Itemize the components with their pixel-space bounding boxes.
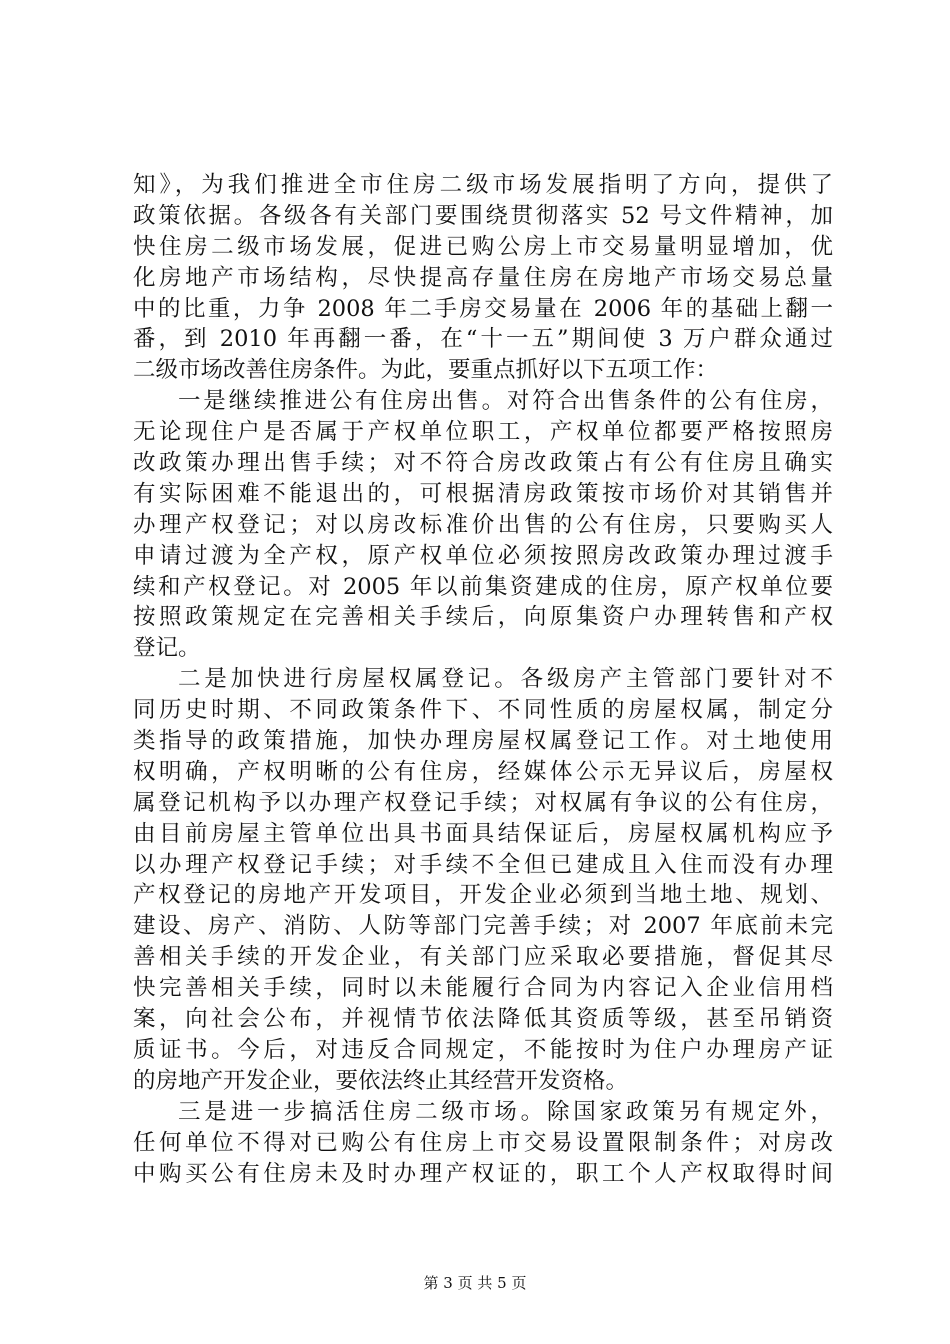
text-line: 知》，为我们推进全市住房二级市场发展指明了方向，提供了	[133, 172, 833, 198]
text-line: 同历史时期、不同政策条件下、不同性质的房屋权属，制定分	[133, 697, 833, 724]
text-line: 由目前房屋主管单位出具书面具结保证后，房屋权属机构应予	[133, 820, 833, 847]
text-line: 产权登记的房地产开发项目，开发企业必须到当地土地、规划、	[133, 882, 833, 909]
page-number-footer: 第 3 页 共 5 页	[423, 1274, 527, 1292]
paragraph-start-line: 一是继续推进公有住房出售。对符合出售条件的公有住房，	[178, 388, 833, 415]
text-line: 的房地产开发企业，要依法终止其经营开发资格。	[133, 1067, 629, 1094]
text-line: 番，到 2010 年再翻一番，在“十一五”期间使 3 万户群众通过	[133, 326, 833, 353]
text-line: 无论现住户是否属于产权单位职工，产权单位都要严格按照房	[133, 419, 833, 446]
text-line: 登记。	[133, 635, 201, 662]
text-line: 中的比重，力争 2008 年二手房交易量在 2006 年的基础上翻一	[133, 295, 833, 322]
text-line: 中购买公有住房未及时办理产权证的，职工个人产权取得时间	[133, 1160, 833, 1187]
text-line: 案，向社会公布，并视情节依法降低其资质等级，甚至吊销资	[133, 1006, 833, 1033]
text-line: 有实际困难不能退出的，可根据清房政策按市场价对其销售并	[133, 480, 833, 507]
text-line: 政策依据。各级各有关部门要围绕贯彻落实 52 号文件精神，加	[133, 202, 833, 229]
text-line: 属登记机构予以办理产权登记手续；对权属有争议的公有住房，	[133, 789, 833, 816]
text-line: 任何单位不得对已购公有住房上市交易设置限制条件；对房改	[133, 1129, 833, 1156]
text-line: 二级市场改善住房条件。为此，要重点抓好以下五项工作：	[133, 357, 719, 384]
text-line: 续和产权登记。对 2005 年以前集资建成的住房，原产权单位要	[133, 573, 833, 600]
paragraph-start-line: 三是进一步搞活住房二级市场。除国家政策另有规定外，	[178, 1098, 833, 1125]
text-line: 类指导的政策措施，加快办理房屋权属登记工作。对土地使用	[133, 728, 833, 755]
text-line: 质证书。今后，对违反合同规定，不能按时为住户办理房产证	[133, 1036, 833, 1063]
text-line: 化房地产市场结构，尽快提高存量住房在房地产市场交易总量	[133, 264, 833, 291]
paragraph-start-line: 二是加快进行房屋权属登记。各级房产主管部门要针对不	[178, 666, 833, 693]
text-line: 善相关手续的开发企业，有关部门应采取必要措施，督促其尽	[133, 944, 833, 971]
text-line: 以办理产权登记手续；对手续不全但已建成且入住而没有办理	[133, 851, 833, 878]
text-line: 快完善相关手续，同时以未能履行合同为内容记入企业信用档	[133, 975, 833, 1002]
text-line: 按照政策规定在完善相关手续后，向原集资户办理转售和产权	[133, 604, 833, 631]
text-line: 改政策办理出售手续；对不符合房改政策占有公有住房且确实	[133, 450, 833, 477]
text-line: 快住房二级市场发展，促进已购公房上市交易量明显增加，优	[133, 233, 833, 260]
text-line: 权明确，产权明晰的公有住房，经媒体公示无异议后，房屋权	[133, 758, 833, 785]
body-text	[133, 170, 833, 1189]
text-line: 建设、房产、消防、人防等部门完善手续；对 2007 年底前未完	[133, 913, 833, 940]
text-line: 办理产权登记；对以房改标准价出售的公有住房，只要购买人	[133, 511, 833, 538]
text-line: 申请过渡为全产权，原产权单位必须按照房改政策办理过渡手	[133, 542, 833, 569]
